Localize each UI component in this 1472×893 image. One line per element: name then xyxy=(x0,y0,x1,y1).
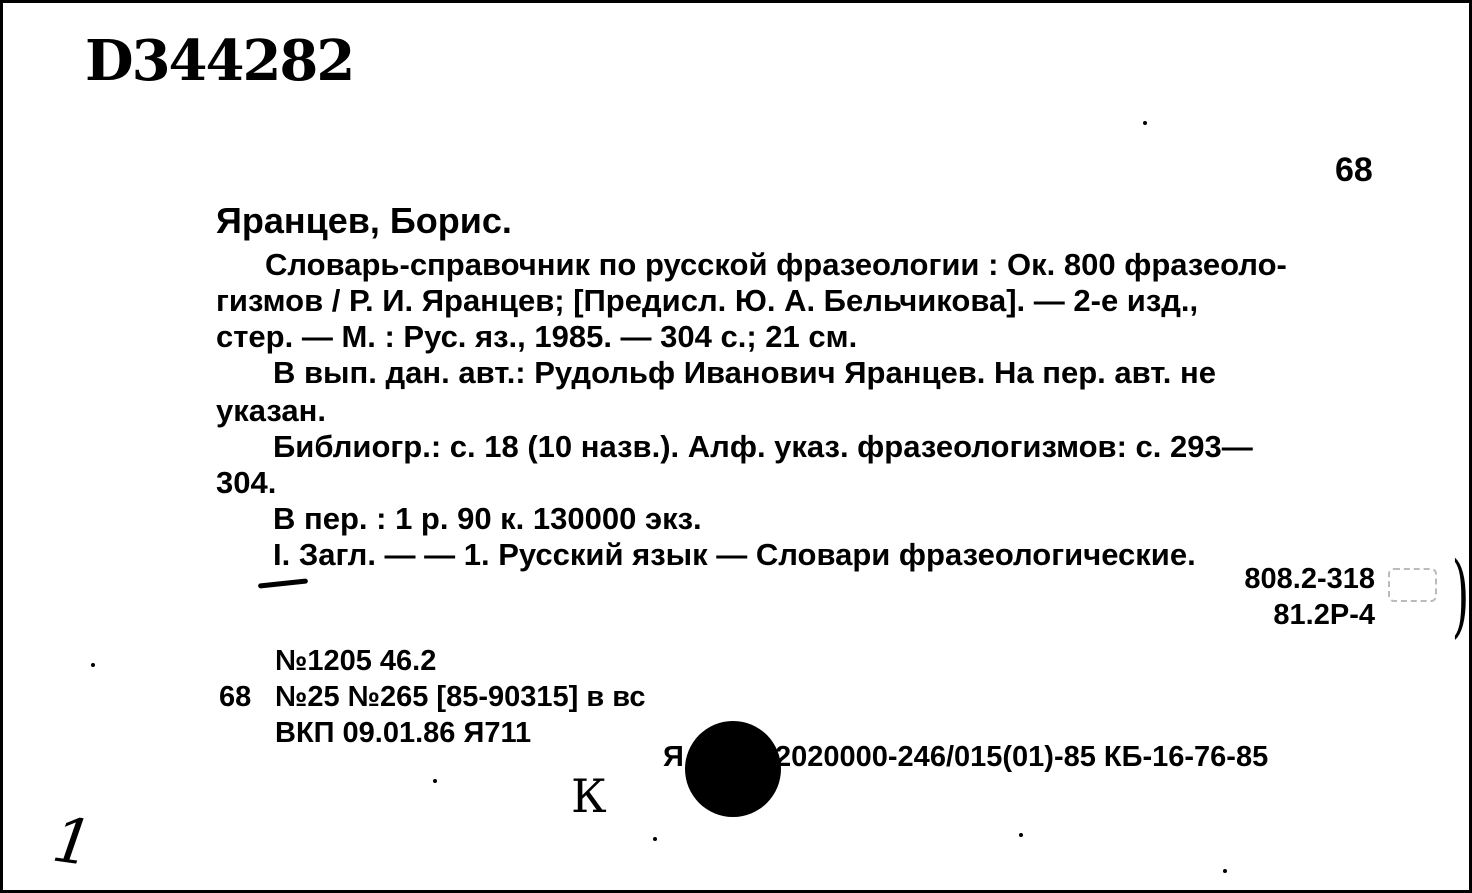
description-line-2: гизмов / Р. И. Яранцев; [Предисл. Ю. А. Бельчикова]. — 2-е изд., xyxy=(216,283,1199,318)
note-bibliography: Библиогр.: с. 18 (10 назв.). Алф. указ. фразеологизмов: с. 293— xyxy=(273,429,1253,464)
ink-blot xyxy=(685,721,781,817)
class-number: 68 xyxy=(1335,151,1373,189)
speck xyxy=(91,663,95,667)
note-price-copies: В пер. : 1 р. 90 к. 130000 экз. xyxy=(273,501,702,536)
description-line-1: Словарь-справочник по русской фразеологии : Ок. 800 фразеоло- xyxy=(265,247,1287,282)
admin-line-3: ВКП 09.01.86 Я711 xyxy=(275,717,532,749)
note-authors-cont: указан. xyxy=(216,393,326,428)
description-line-3: стер. — М. : Рус. яз., 1985. — 304 с.; 21 см. xyxy=(216,319,858,354)
hand-written-id: D344282 xyxy=(85,28,354,94)
admin-line-2: №25 №265 [85-90315] в вс xyxy=(275,681,646,713)
admin-line-1: №1205 46.2 xyxy=(275,645,437,677)
admin-line-2-prefix: 68 xyxy=(219,681,252,713)
speck xyxy=(1223,869,1227,873)
speck xyxy=(1143,121,1147,125)
bottom-code-left: Я xyxy=(663,741,684,773)
ink-dash-mark xyxy=(258,578,308,588)
speck xyxy=(433,779,437,783)
bbk-code: 81.2Р-4 xyxy=(1273,599,1375,631)
speck xyxy=(1019,833,1023,837)
note-tracings: I. Загл. — — 1. Русский язык — Словари фразеологические. xyxy=(273,537,1196,572)
hand-bracket: ) xyxy=(1451,543,1470,648)
bottom-code-right: 2020000-246/015(01)-85 КБ-16-76-85 xyxy=(775,741,1269,773)
faint-stamp xyxy=(1388,568,1437,602)
speck xyxy=(653,837,657,841)
note-bibliography-cont: 304. xyxy=(216,465,277,500)
hand-letter: К xyxy=(571,769,607,823)
pencil-number: 1 xyxy=(48,802,98,881)
note-authors: В вып. дан. авт.: Рудольф Иванович Яранцев. На пер. авт. не xyxy=(273,355,1216,390)
udc-code: 808.2-318 xyxy=(1244,563,1375,595)
author-heading: Яранцев, Борис. xyxy=(216,200,512,241)
